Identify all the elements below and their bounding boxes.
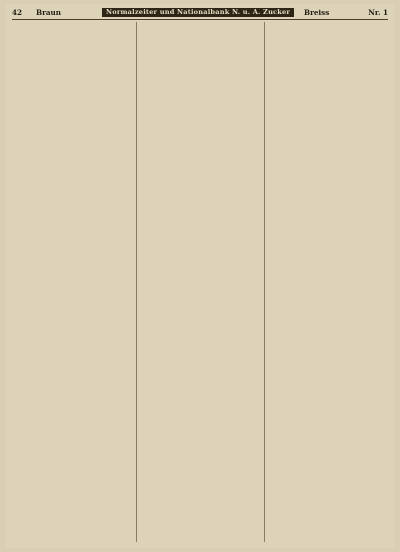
page-number: 42 [12, 8, 23, 17]
directory-page [6, 4, 394, 548]
column-1 [12, 22, 130, 544]
column-divider-1 [136, 22, 137, 542]
center-banner: Normalzeiter und Nationalbank N. u. A. Zucker [102, 8, 294, 17]
column-3 [268, 22, 386, 544]
column-2 [140, 22, 258, 544]
page-header [12, 7, 388, 18]
right-tag: Nr. 1 [368, 8, 388, 17]
left-running-head: Braun [36, 8, 61, 17]
header-rule [12, 19, 388, 20]
column-divider-2 [264, 22, 265, 542]
right-running-head: Breiss [304, 8, 330, 17]
